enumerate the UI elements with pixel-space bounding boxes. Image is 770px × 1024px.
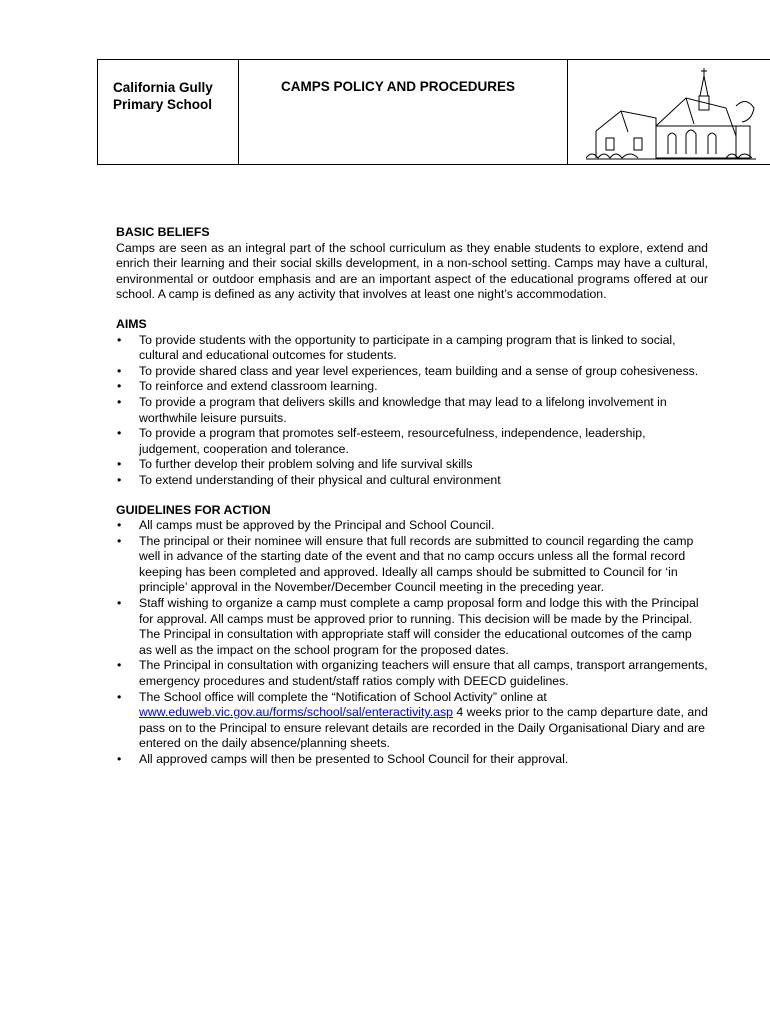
aims-section [116, 317, 708, 489]
bullet-icon: • [117, 379, 122, 394]
title-cell [239, 60, 568, 164]
logo-cell [568, 60, 770, 164]
aims-heading: AIMS [116, 316, 147, 331]
guidelines-heading: GUIDELINES FOR ACTION [116, 502, 271, 517]
bullet-icon: • [117, 363, 122, 378]
school-name-line1: California Gully [113, 80, 213, 95]
list-item: • Staff wishing to organize a camp must complete a camp proposal form and lodge this with the Principal for approval. All camps must be approved prior to running. This decision will be made by the Principal. The Principal in consultation with appropriate staff will consider the educational outcomes of the camp as well as the impact on the school program for the proposed dates. [117, 596, 699, 657]
basic-beliefs-heading: BASIC BELIEFS [116, 225, 210, 239]
list-item: • All approved camps will then be presented to School Council for their approval. [117, 752, 569, 766]
header-table [97, 59, 770, 165]
bullet-icon: • [117, 596, 122, 611]
bullet-icon: • [117, 533, 122, 548]
bullet-icon: • [117, 457, 122, 472]
bullet-icon: • [117, 658, 122, 673]
basic-beliefs-text: Camps are seen as an integral part of the school curriculum as they enable students to explore, extend and enrich their learning and their social skills development, in a non-school setting. Camps may have a cultural, environmental or outdoor emphasis and are an important aspect of the educational programs offered at our school. A camp is defined as any activity that involves at least one night’s accommodation. [116, 240, 708, 302]
bullet-icon: • [117, 472, 122, 487]
guidelines-list [116, 518, 708, 768]
list-item: • The principal or their nominee will ensure that full records are submitted to council regarding the camp well in advance of the starting date of the event and that no camp occurs unless all the formal record keeping has been completed and approved. Ideally all camps should be submitted to Council for ‘in principle’ approval in the November/December Council meeting in the preceding year. [117, 533, 694, 595]
school-name-cell [98, 60, 239, 164]
school-name [113, 79, 213, 113]
document-title: CAMPS POLICY AND PROCEDURES [281, 79, 516, 94]
list-item: • To provide a program that delivers skills and knowledge that may lead to a lifelong involvement in worthwhile leisure pursuits. [117, 394, 667, 425]
bullet-icon: • [117, 752, 122, 766]
basic-beliefs-section [116, 225, 708, 303]
bullet-icon: • [117, 518, 122, 533]
list-item: • To reinforce and extend classroom learning. [117, 379, 378, 394]
bullet-icon: • [117, 394, 122, 409]
aims-list [116, 333, 708, 489]
list-item: • All camps must be approved by the Principal and School Council. [117, 518, 495, 533]
list-item: • The Principal in consultation with organizing teachers will ensure that all camps, transport arrangements, emergency procedures and student/staff ratios comply with DEECD guidelines. [117, 658, 708, 689]
notification-link[interactable]: www.eduweb.vic.gov.au/forms/school/sal/enteractivity.asp [139, 705, 453, 720]
bullet-icon: • [117, 332, 122, 347]
list-item: • To provide students with the opportunity to participate in a camping program that is linked to social, cultural and educational outcomes for students. [117, 332, 676, 363]
list-item: • To provide shared class and year level experiences, team building and a sense of group cohesiveness. [117, 363, 699, 378]
list-item: • To extend understanding of their physical and cultural environment [117, 472, 501, 487]
church-building-logo [586, 66, 756, 162]
guidelines-section [116, 503, 708, 768]
bullet-icon: • [117, 689, 122, 704]
list-item: • To further develop their problem solving and life survival skills [117, 457, 473, 472]
school-name-line2: Primary School [113, 97, 213, 112]
list-item: • The School office will complete the “Notification of School Activity” online at www.eduweb.vic.gov.au/forms/school/sal/enteractivity.asp 4 weeks prior to the camp departure date, and pass on to the Principal to ensure relevant details are recorded in the Daily Organisational Diary and are entered on the daily absence/planning sheets. [117, 689, 708, 751]
bullet-icon: • [117, 426, 122, 441]
policy-content [116, 225, 708, 782]
list-item: • To provide a program that promotes self-esteem, resourcefulness, independence, leadership, judgement, cooperation and tolerance. [117, 426, 646, 456]
